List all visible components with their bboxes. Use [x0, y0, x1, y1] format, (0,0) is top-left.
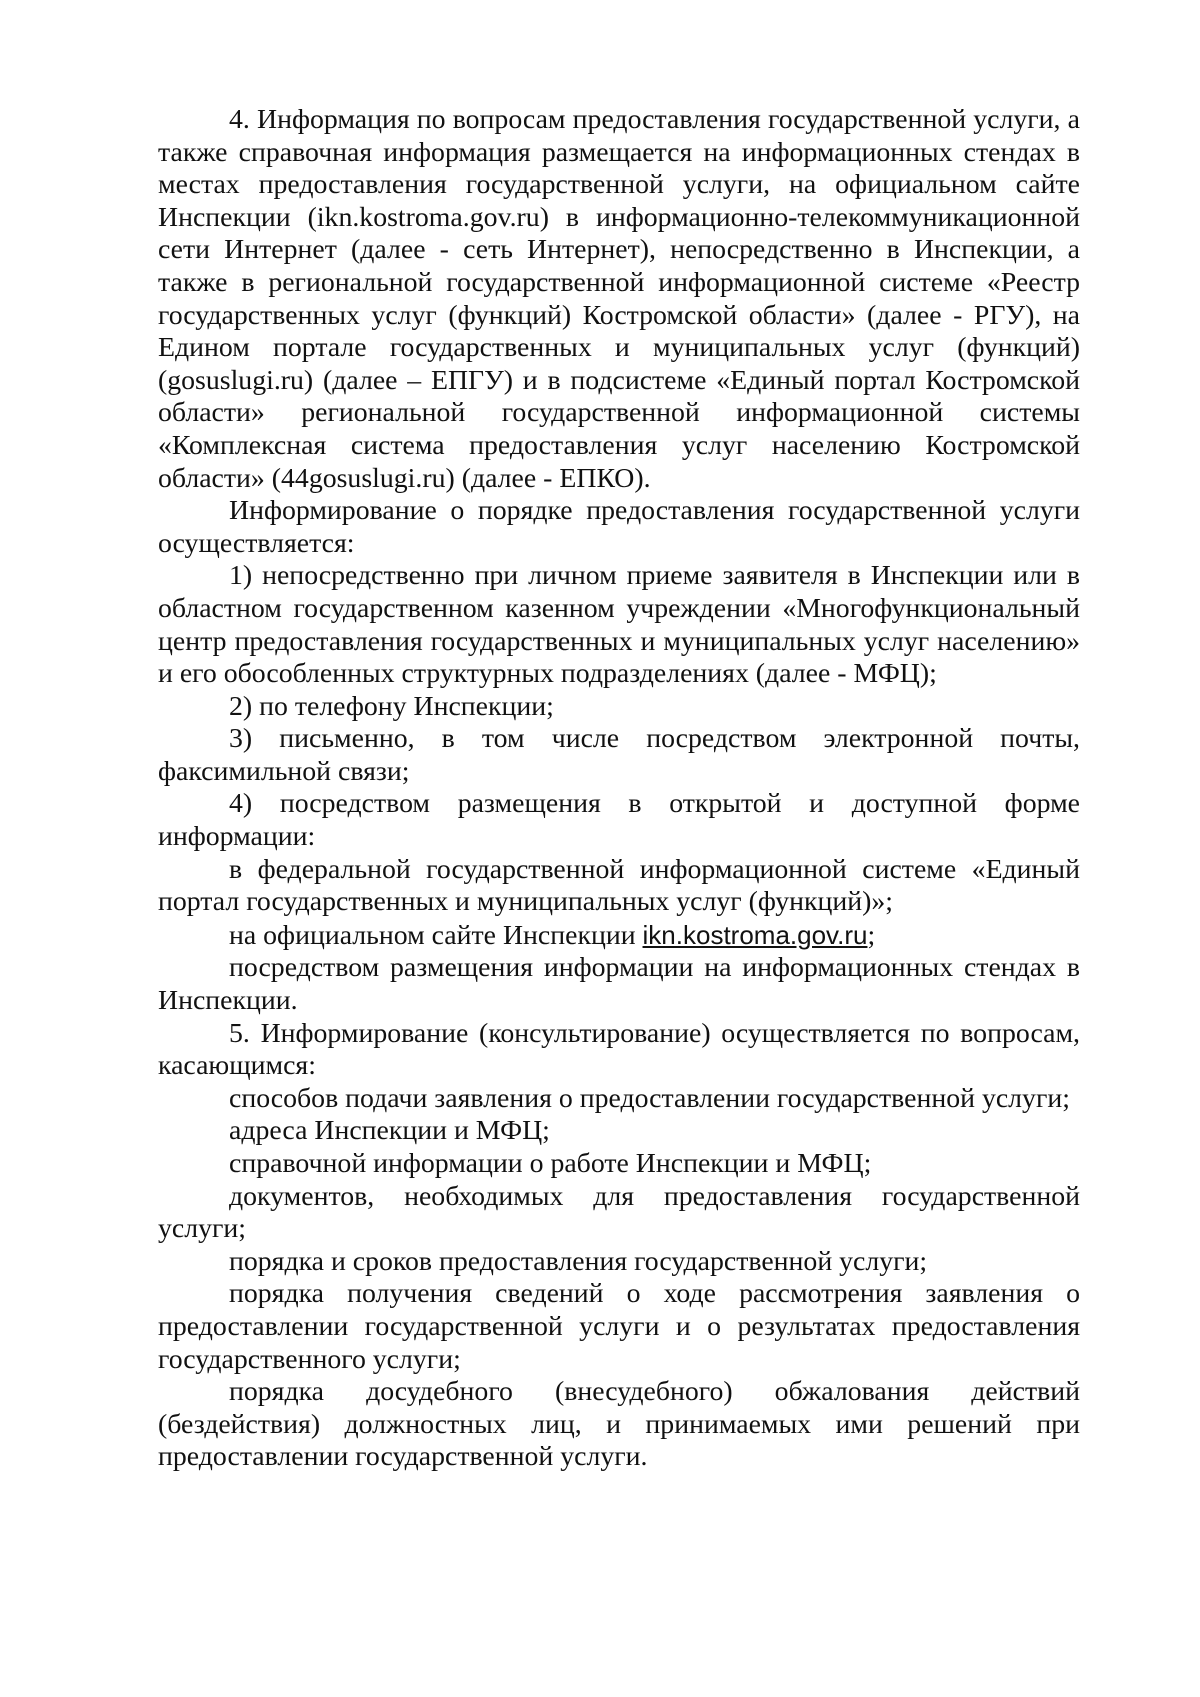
list-item-2: 2) по телефону Инспекции; — [229, 690, 554, 722]
list-item-3: 3) письменно, в том числе посредством электронной почты, факсимильной связи; — [158, 723, 1080, 787]
topic-item: адреса Инспекции и МФЦ; — [229, 1115, 550, 1147]
topic-item: справочной информации о работе Инспекции и МФЦ; — [229, 1148, 872, 1179]
topic-item: порядка и сроков предоставления государственной услуги; — [229, 1245, 928, 1277]
topic-item: способов подачи заявления о предоставлении государственной услуги; — [229, 1082, 1070, 1114]
topic-item: документов, необходимых для предоставления государственной услуги; — [158, 1180, 1080, 1245]
section-4-paragraph: 4. Информация по вопросам предоставления государственной услуги, а также справочная информация размещается на информационных стендах в местах предоставления государственной услуги, на официальном сайте Инспекции (ikn.kostroma.gov.ru) в информационно-телекоммуникационной сети Интернет (далее - сеть Интернет), непосредственно в Инспекции, а также в региональной государственной информационной системе «Реестр государственных услуг (функций) Костромской области» (далее - РГУ), на Едином портале государственных и муниципальных услуг (функций) (gosuslugi.ru) (далее – ЕПГУ) и в подсистеме «Единый портал Костромской области» региональной государственной информационной системы «Комплексная система предоставления услуг населению Костромской области» (44gosuslugi.ru) (далее - ЕПКО). — [158, 104, 1080, 494]
list-item-4: 4) посредством размещения в открытой и доступной форме информации: — [158, 788, 1080, 853]
informing-intro: Информирование о порядке предоставления государственной услуги осуществляется: — [158, 495, 1080, 559]
document-page — [158, 104, 1080, 1474]
website-suffix: ; — [867, 919, 876, 951]
list-item-1: 1) непосредственно при личном приеме заявителя в Инспекции или в областном государственном казенном учреждении «Многофункциональный центр предоставления государственных и муниципальных услуг населению» и его обособленных структурных подразделениях (далее - МФЦ); — [158, 560, 1080, 690]
list-item-4-epgu: в федеральной государственной информационной системе «Единый портал государственных и муниципальных услуг (функций)»; — [158, 853, 1080, 918]
list-item-4-stands: посредством размещения информации на информационных стендах в Инспекции. — [158, 952, 1080, 1017]
topic-item: порядка получения сведений о ходе рассмотрения заявления о предоставлении государственной услуги и о результатах предоставления государственного услуги; — [158, 1278, 1080, 1375]
website-prefix: на официальном сайте Инспекции — [229, 919, 643, 951]
list-item-4-website — [158, 919, 1080, 953]
topic-item: порядка досудебного (внесудебного) обжалования действий (бездействия) должностных лиц, и принимаемых ими решений при предоставлении государственной услуги. — [158, 1376, 1080, 1473]
website-link[interactable]: ikn.kostroma.gov.ru — [642, 919, 868, 950]
section-5-intro: 5. Информирование (консультирование) осуществляется по вопросам, касающимся: — [158, 1017, 1080, 1082]
